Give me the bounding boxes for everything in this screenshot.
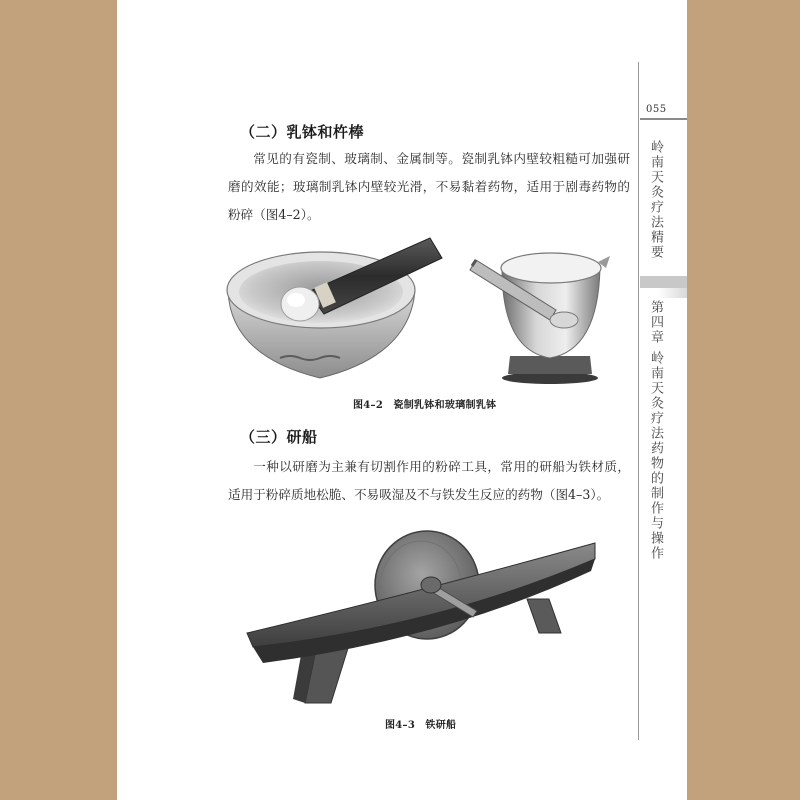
figure-caption-4-3: 图4–3 铁研船 [385,720,457,731]
iron-grinder-boat-icon [247,531,595,703]
section-paragraph-grinder: 一种以研磨为主兼有切割作用的粉碎工具，常用的研船为铁材质，适用于粉碎质地松脆、不易吸湿及不与铁发生反应的药物（图4–3）。 [228,459,630,502]
glass-mortar-icon [470,253,610,384]
page-number: 055 [646,104,667,115]
section-heading-mortar: （二）乳钵和杵棒 [240,123,365,141]
figure-mortars-image [220,228,640,386]
figure-iron-grinder-image [245,515,605,710]
porcelain-mortar-icon [227,238,442,378]
section-paragraph-mortar: 常见的有瓷制、玻璃制、金属制等。瓷制乳钵内壁较粗糙可加强研磨的效能；玻璃制乳钵内壁较光滑，不易黏着药物，适用于剧毒药物的粉碎（图4–2）。 [228,151,630,222]
page-number-rule [640,118,687,120]
chapter-band [640,276,687,288]
running-book-title: 岭南天灸疗法精要 [648,140,663,260]
chapter-band-tip [658,288,687,298]
section-heading-grinder: （三）研船 [240,428,318,446]
figure-caption-4-2: 图4–2 瓷制乳钵和玻璃制乳钵 [353,400,497,411]
margin-divider [638,62,639,740]
running-chapter-title: 第四章 岭南天灸疗法药物的制作与操作 [648,300,663,562]
